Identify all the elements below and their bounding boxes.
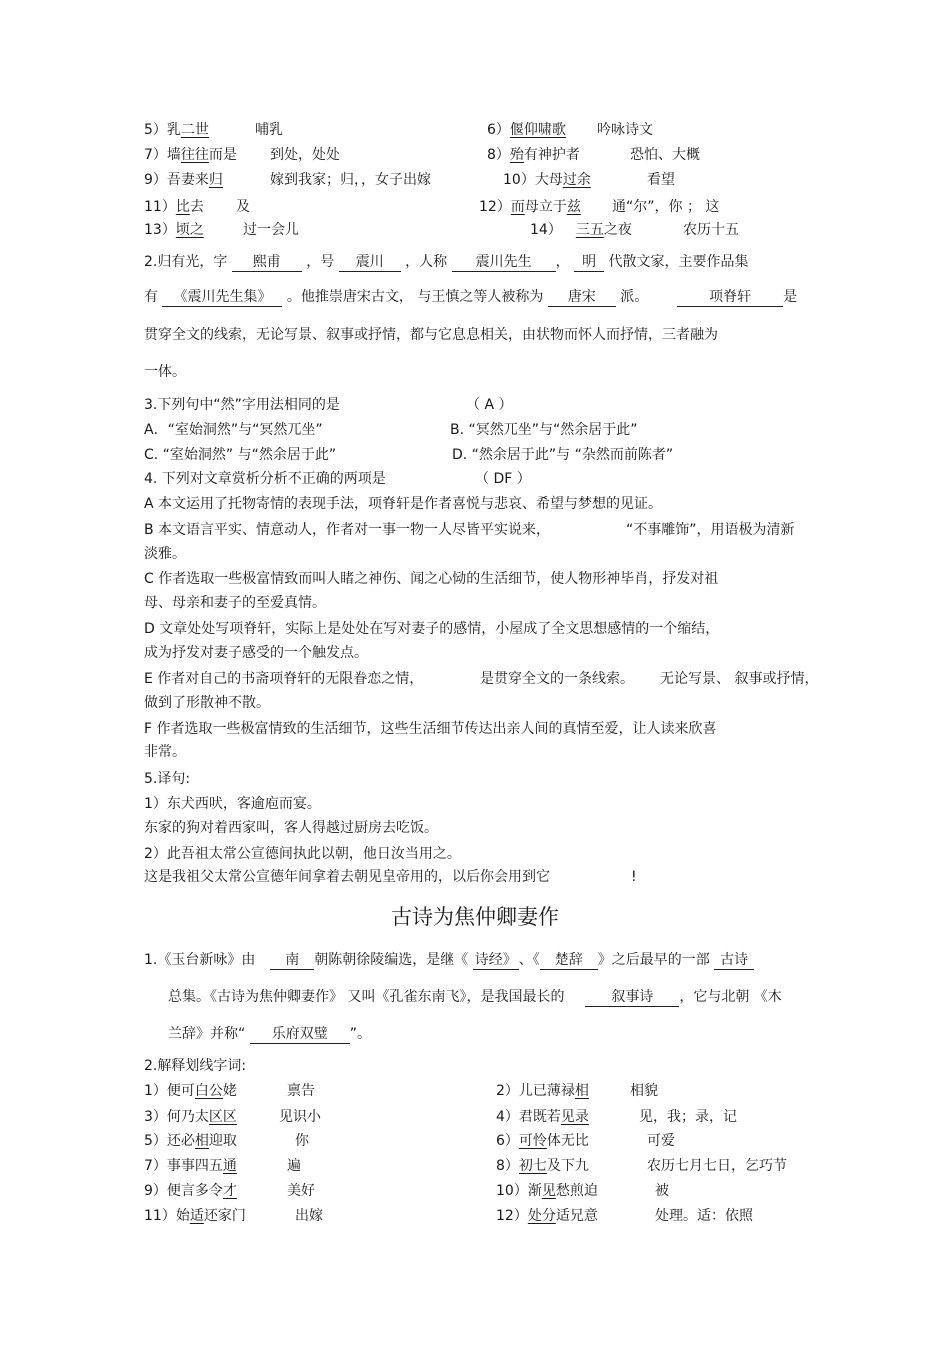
q3-option-b: B. “冥然兀坐”与“然余居于此” — [450, 422, 638, 438]
q2-answer-5: 《震川先生集》 — [162, 288, 282, 307]
poem-item-12-gloss: 处理。适：依照 — [655, 1208, 753, 1224]
item-8-gloss: 恐怕、大概 — [630, 147, 700, 163]
q2-line-2: 有 《震川先生集》 。他推崇唐宋古文， 与王慎之等人被称为 唐宋 派。 项脊轩 是 — [144, 289, 798, 305]
item-7: 7）墙往往而是 — [144, 147, 237, 163]
q3-option-a: A．“室始洞然”与“冥然兀坐” — [144, 422, 323, 438]
poem-item-3: 3）何乃太区区 — [144, 1109, 237, 1125]
poem-item-8: 8）初七及下九 — [496, 1158, 589, 1174]
item-13: 13）顷之 — [144, 222, 204, 238]
q3-option-c: C. “室始洞然” 与“然余居于此” — [144, 447, 337, 463]
q4-option-d-line-1: D 文章处处写项脊轩，实际上是处处在写对妻子的感情，小屋成了全文思想感情的一个缩结， — [144, 621, 720, 637]
item-11-gloss: 及 — [236, 199, 250, 215]
poem-item-1: 1）便可白公姥 — [144, 1083, 237, 1099]
poem-item-6: 6）可怜体无比 — [496, 1133, 589, 1149]
poem-q1-answer-4: 古诗 — [714, 951, 754, 970]
q2-answer-4: 明 — [574, 253, 604, 272]
poem-item-9: 9）便言多令才 — [144, 1183, 237, 1199]
poem-q1-line-2: 总集。《古诗为焦仲卿妻作》 又叫《孔雀东南飞》，是我国最长的 叙事诗 ，它与北朝 《木 — [168, 989, 782, 1005]
poem-item-2: 2）儿已薄禄相 — [496, 1083, 589, 1099]
q5-translation-1: 东家的狗对着西家叫，客人得越过厨房去吃饭。 — [144, 820, 438, 836]
q4-answer: （ DF ） — [475, 471, 531, 487]
poem-q1-line-1: 1.《玉台新咏》由 南 朝陈朝徐陵编选，是继《 诗经》 、《 楚辞 》之后最早的一部 古诗 — [144, 951, 754, 970]
q4-option-b-line-1b: “不事雕饰”，用语极为清新 — [626, 522, 795, 538]
q4-option-e-line-1: E 作者对自己的书斋项脊轩的无限眷恋之情， — [144, 671, 424, 687]
poem-item-7-gloss: 遍 — [287, 1158, 301, 1174]
q2-line-1: 2.归有光，字 熙甫 ，号 震川 ，人称 震川先生 ， 明 代散文家，主要作品集 — [144, 254, 749, 270]
poem-item-11: 11）始适还家门 — [144, 1208, 246, 1224]
q5-translation-2: 这是我祖父太常公宣德年间拿着去朝见皇帝用的，以后你会用到它 — [144, 869, 550, 885]
q4-option-c-line-2: 母、母亲和妻子的至爱真情。 — [144, 595, 326, 611]
section-title: 古诗为焦仲卿妻作 — [391, 905, 559, 929]
q4-stem: 4. 下列对文章赏析分析不正确的两项是 — [144, 471, 386, 487]
item-5-gloss: 哺乳 — [255, 122, 283, 138]
q4-option-b-line-2: 淡雅。 — [144, 546, 186, 562]
poem-q1-answer-1: 南 — [270, 951, 314, 970]
q4-option-a: A 本文运用了托物寄情的表现手法，项脊轩是作者喜悦与悲哀、希望与梦想的见证。 — [144, 496, 663, 512]
q2-line-4: 一体。 — [144, 364, 186, 380]
q2-answer-7: 项脊轩 — [677, 288, 783, 307]
q5-sentence-2: 2）此吾祖太常公宣德间执此以朝，他日汝当用之。 — [144, 846, 461, 862]
poem-q1-answer-2: 诗经》 — [474, 952, 517, 968]
poem-q1-answer-3: 楚辞 — [540, 951, 598, 970]
item-6: 6）偃仰啸歌 — [487, 122, 566, 138]
poem-item-7: 7）事事四五通 — [144, 1158, 237, 1174]
poem-item-10-gloss: 被 — [655, 1183, 669, 1199]
poem-item-8-gloss: 农历七月七日，乞巧节 — [647, 1158, 787, 1174]
q3-answer: （ A ） — [466, 397, 513, 413]
poem-item-11-gloss: 出嫁 — [295, 1208, 323, 1224]
poem-item-4-gloss: 见，我；录，记 — [639, 1109, 737, 1125]
poem-item-10: 10）渐见愁煎迫 — [496, 1183, 598, 1199]
poem-item-5-gloss: 你 — [295, 1133, 309, 1149]
q2-answer-6: 唐宋 — [548, 288, 616, 307]
q5-title: 5.译句: — [144, 771, 191, 787]
q2-answer-1: 熙甫 — [232, 253, 302, 272]
item-11: 11）比去 — [144, 199, 204, 215]
item-6-gloss: 吟咏诗文 — [597, 122, 653, 138]
q4-option-b-line-1: B 本文语言平实、情意动人，作者对一事一物一人尽皆平实说来， — [144, 522, 551, 538]
poem-q1-answer-6: 乐府双璧 — [250, 1025, 350, 1044]
item-14-gloss: 农历十五 — [683, 222, 739, 238]
poem-item-6-gloss: 可爱 — [647, 1133, 675, 1149]
item-9: 9）吾妻来归 — [144, 172, 223, 188]
q5-translation-2-end: ! — [631, 869, 637, 885]
item-9-gloss: 嫁到我家；归，，女子出嫁 — [270, 172, 431, 188]
poem-q1-answer-5: 叙事诗 — [585, 988, 679, 1007]
q2-answer-2: 震川 — [339, 253, 401, 272]
q4-option-f-line-1: F 作者选取一些极富情致的生活细节，这些生活细节传达出亲人间的真情至爱，让人读来欣喜 — [144, 721, 717, 737]
item-12-gloss: 通“尔”，你 ； 这 — [612, 199, 720, 215]
q4-option-f-line-2: 非常。 — [144, 744, 186, 760]
poem-item-9-gloss: 美好 — [287, 1183, 315, 1199]
item-7-gloss: 到处，处处 — [270, 147, 340, 163]
item-13-gloss: 过一会儿 — [243, 222, 299, 238]
poem-item-1-gloss: 禀告 — [287, 1083, 315, 1099]
item-10: 10）大母过余 — [503, 172, 591, 188]
item-14: 14） 三五之夜 — [530, 222, 632, 238]
poem-item-5: 5）还必相迎取 — [144, 1133, 237, 1149]
poem-item-2-gloss: 相貌 — [630, 1083, 658, 1099]
poem-q2-title: 2.解释划线字词: — [144, 1058, 247, 1074]
q4-option-e-line-2: 做到了形散神不散。 — [144, 695, 270, 711]
item-8: 8）殆有神护者 — [487, 147, 580, 163]
q3-option-d: D. “然余居于此”与 “杂然而前陈者” — [452, 447, 674, 463]
poem-item-4: 4）君既若见录 — [496, 1109, 589, 1125]
q4-option-c-line-1: C 作者选取一些极富情致而叫人睹之神伤、闻之心恸的生活细节，使人物形神毕肖，抒发对祖 — [144, 571, 719, 587]
poem-item-12: 12）处分适兄意 — [496, 1208, 598, 1224]
q2-answer-3: 震川先生 — [452, 253, 556, 272]
poem-item-3-gloss: 见识小 — [279, 1109, 321, 1125]
q5-sentence-1: 1）东犬西吠，客逾庖而宴。 — [144, 796, 321, 812]
q4-option-d-line-2: 成为抒发对妻子感受的一个触发点。 — [144, 645, 368, 661]
q4-option-e-line-1b: 是贯穿全文的一条线索。 — [480, 671, 634, 687]
q3-stem: 3.下列句中“然”字用法相同的是 — [144, 397, 340, 413]
q2-line-3: 贯穿全文的线索，无论写景、叙事或抒情，都与它息息相关，由状物而怀人而抒情，三者融为 — [144, 327, 718, 343]
item-12: 12）而母立于兹 — [479, 199, 581, 215]
poem-q1-line-3: 兰辞》并称“ 乐府双璧 ”。 — [168, 1026, 371, 1042]
item-5: 5）乳二世 — [144, 122, 209, 138]
q4-option-e-line-1c: 无论写景、 叙事或抒情， — [660, 671, 819, 687]
item-10-gloss: 看望 — [647, 172, 675, 188]
